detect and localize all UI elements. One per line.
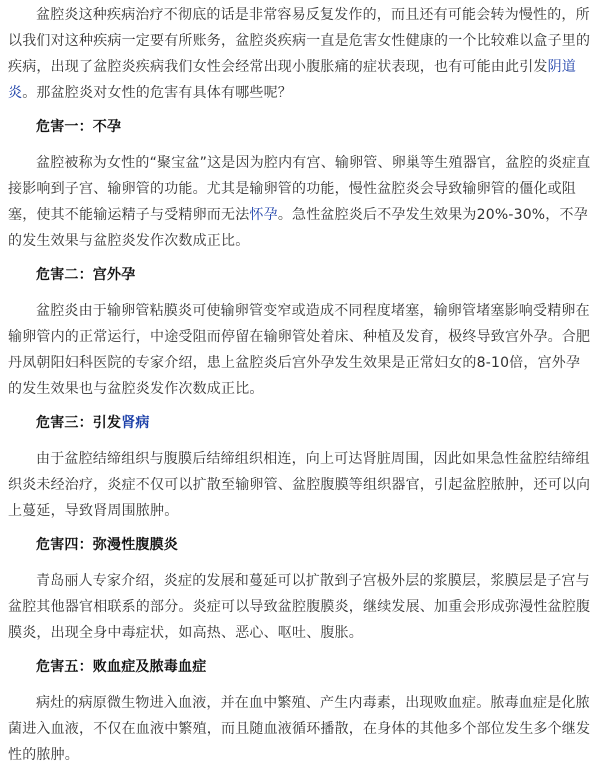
section-5-heading: 危害五：败血症及脓毒血症: [36, 659, 207, 675]
intro-text-1: 盆腔炎这种疾病治疗不彻底的话是非常容易反复发作的，而且还有可能会转为慢性的，所以我们对这种疾病一定要有所账务，盆腔炎疾病一直是危害女性健康的一个比较难以盒子里的疾病，出现了盆腔炎疾病我们女性会经常出现小腹胀痛的症状表现，也有可能由此引发: [8, 7, 591, 75]
section-3-heading-prefix: 危害三：引发: [36, 415, 122, 431]
section-3-body: 由于盆腔结缔组织与腹膜后结缔组织相连，向上可达肾脏周围，因此如果急性盆腔结缔组织炎未经治疗，炎症不仅可以扩散至输卵管、盆腔腹膜等组织器官，引起盆腔脓肿，还可以向上蔓延，导致肾周围脓肿。: [8, 451, 591, 519]
section-2-body: 盆腔炎由于输卵管粘膜炎可使输卵管变窄或造成不同程度堵塞，输卵管堵塞影响受精卵在输卵管内的正常运行，中途受阻而停留在输卵管处着床、种植及发育，极终导致宫外孕。合肥丹凤朝阳妇科医院的专家介绍，患上盆腔炎后宫外孕发生效果是正常妇女的8-10倍，宫外孕的发生效果也与盆腔炎发作次数成正比。: [8, 303, 591, 397]
section-3-heading: [8, 410, 591, 436]
section-5-body: 病灶的病原微生物进入血液，并在血中繁殖、产生内毒素，出现败血症。脓毒血症是化脓菌进入血液，不仅在血液中繁殖，而且随血液循环播散，在身体的其他多个部位发生多个继发性的脓肿。: [8, 695, 591, 763]
intro-paragraph: [8, 2, 591, 106]
vaginitis-link[interactable]: 阴道炎: [8, 59, 577, 101]
section-1-body: [8, 150, 591, 254]
section-1-text-2: 。急性盆腔炎后不孕发生效果为20%-30%，不孕的发生效果与盆腔炎发作次数成正比。: [8, 207, 588, 249]
section-4-body: 青岛丽人专家介绍，炎症的发展和蔓延可以扩散到子宫极外层的浆膜层，浆膜层是子宫与盆腔其他器官相联系的部分。炎症可以导致盆腔腹膜炎，继续发展、加重会形成弥漫性盆腔腹膜炎，出现全身中毒症状，如高热、恶心、呕吐、腹胀。: [8, 573, 591, 641]
section-4-heading: 危害四：弥漫性腹膜炎: [36, 537, 178, 553]
pregnancy-link[interactable]: 怀孕: [249, 207, 278, 223]
intro-text-2: 。那盆腔炎对女性的危害有具体有哪些呢？: [22, 85, 293, 101]
section-1-heading: 危害一：不孕: [36, 119, 122, 135]
section-1-text-1: 盆腔被称为女性的“聚宝盆”这是因为腔内有宫、输卵管、卵巢等生殖器官，盆腔的炎症直接影响到子宫、输卵管的功能。尤其是输卵管的功能，慢性盆腔炎会导致输卵管的僵化或阻塞，使其不能输运精子与受精卵而无法: [8, 155, 591, 223]
section-2-heading: 危害二：宫外孕: [36, 267, 136, 283]
kidney-disease-link[interactable]: 肾病: [121, 415, 150, 431]
